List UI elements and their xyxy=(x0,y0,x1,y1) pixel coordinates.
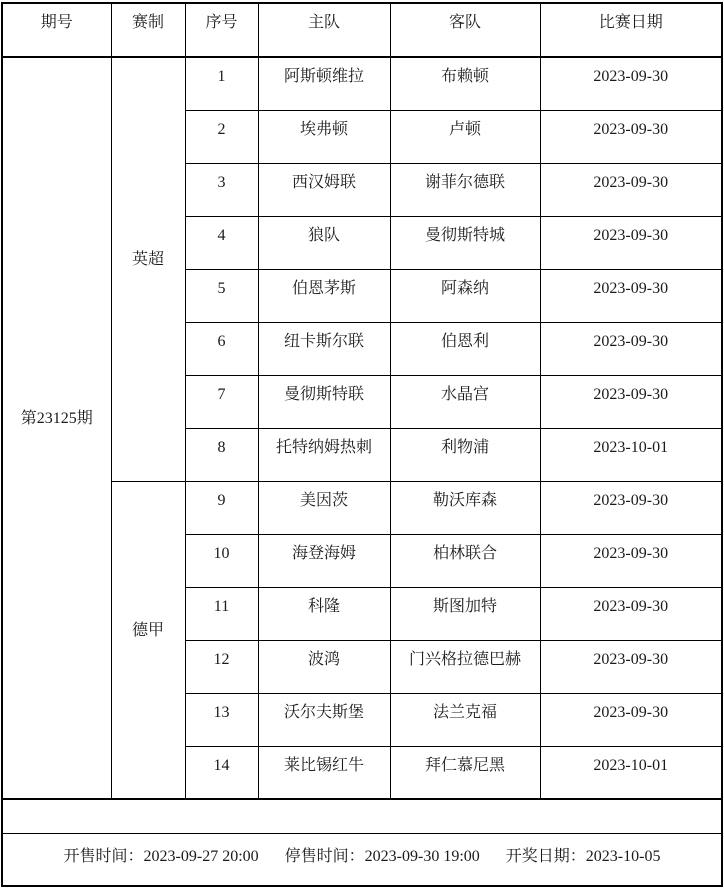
home-team-cell: 波鸿 xyxy=(258,640,390,693)
seq-cell: 4 xyxy=(185,216,258,269)
date-cell: 2023-09-30 xyxy=(540,163,722,216)
col-header-away-team: 客队 xyxy=(390,3,540,57)
league-label: 英超 xyxy=(131,251,164,269)
home-team-cell: 海登海姆 xyxy=(258,534,390,587)
home-team-cell: 狼队 xyxy=(258,216,390,269)
date-cell: 2023-10-01 xyxy=(540,428,722,481)
seq-cell: 1 xyxy=(185,57,258,110)
home-team-cell: 埃弗顿 xyxy=(258,110,390,163)
seq-cell: 5 xyxy=(185,269,258,322)
seq-cell: 2 xyxy=(185,110,258,163)
spacer-cell xyxy=(2,799,722,833)
home-team-cell: 美因茨 xyxy=(258,481,390,534)
period-cell xyxy=(2,57,111,799)
seq-cell: 10 xyxy=(185,534,258,587)
sale-info-cell xyxy=(2,833,722,886)
spacer-row xyxy=(2,799,722,833)
date-cell: 2023-09-30 xyxy=(540,375,722,428)
draw-date xyxy=(506,847,661,867)
sale-end-label: 停售时间： xyxy=(284,847,365,865)
seq-cell: 13 xyxy=(185,693,258,746)
draw-date-value: 2023-10-05 xyxy=(585,847,661,865)
date-cell: 2023-09-30 xyxy=(540,57,722,110)
date-cell: 2023-09-30 xyxy=(540,693,722,746)
seq-cell: 3 xyxy=(185,163,258,216)
date-cell: 2023-09-30 xyxy=(540,481,722,534)
away-team-cell: 门兴格拉德巴赫 xyxy=(390,640,540,693)
home-team-cell: 科隆 xyxy=(258,587,390,640)
home-team-cell: 莱比锡红牛 xyxy=(258,746,390,799)
home-team-cell: 沃尔夫斯堡 xyxy=(258,693,390,746)
seq-cell: 8 xyxy=(185,428,258,481)
match-schedule-table xyxy=(1,2,723,887)
seq-cell: 9 xyxy=(185,481,258,534)
date-cell: 2023-09-30 xyxy=(540,322,722,375)
home-team-cell: 阿斯顿维拉 xyxy=(258,57,390,110)
away-team-cell: 勒沃库森 xyxy=(390,481,540,534)
away-team-cell: 阿森纳 xyxy=(390,269,540,322)
away-team-cell: 柏林联合 xyxy=(390,534,540,587)
home-team-cell: 纽卡斯尔联 xyxy=(258,322,390,375)
col-header-seq: 序号 xyxy=(185,3,258,57)
away-team-cell: 伯恩利 xyxy=(390,322,540,375)
sale-info xyxy=(3,834,721,867)
away-team-cell: 卢顿 xyxy=(390,110,540,163)
col-header-league: 赛制 xyxy=(111,3,185,57)
date-cell: 2023-09-30 xyxy=(540,216,722,269)
date-cell: 2023-09-30 xyxy=(540,534,722,587)
home-team-cell: 曼彻斯特联 xyxy=(258,375,390,428)
away-team-cell: 曼彻斯特城 xyxy=(390,216,540,269)
col-header-home-team: 主队 xyxy=(258,3,390,57)
away-team-cell: 谢菲尔德联 xyxy=(390,163,540,216)
home-team-cell: 西汉姆联 xyxy=(258,163,390,216)
away-team-cell: 利物浦 xyxy=(390,428,540,481)
away-team-cell: 斯图加特 xyxy=(390,587,540,640)
away-team-cell: 拜仁慕尼黑 xyxy=(390,746,540,799)
seq-cell: 12 xyxy=(185,640,258,693)
home-team-cell: 托特纳姆热刺 xyxy=(258,428,390,481)
sale-start-label: 开售时间： xyxy=(63,847,144,865)
col-header-match-date: 比赛日期 xyxy=(540,3,722,57)
date-cell: 2023-09-30 xyxy=(540,587,722,640)
sale-start-time xyxy=(64,847,259,867)
seq-cell: 14 xyxy=(185,746,258,799)
away-team-cell: 水晶宫 xyxy=(390,375,540,428)
sale-end-value: 2023-09-30 19:00 xyxy=(364,847,480,865)
col-header-period: 期号 xyxy=(2,3,111,57)
date-cell: 2023-09-30 xyxy=(540,110,722,163)
match-row xyxy=(2,57,722,110)
seq-cell: 6 xyxy=(185,322,258,375)
date-cell: 2023-09-30 xyxy=(540,640,722,693)
header-row xyxy=(2,3,722,57)
away-team-cell: 法兰克福 xyxy=(390,693,540,746)
period-label: 第23125期 xyxy=(20,410,93,427)
seq-cell: 11 xyxy=(185,587,258,640)
draw-date-label: 开奖日期： xyxy=(505,847,586,865)
league-cell xyxy=(111,57,185,481)
league-cell xyxy=(111,481,185,799)
away-team-cell: 布赖顿 xyxy=(390,57,540,110)
league-label: 德甲 xyxy=(131,621,164,639)
date-cell: 2023-10-01 xyxy=(540,746,722,799)
sale-end-time xyxy=(285,847,480,867)
footer-row xyxy=(2,833,722,886)
sale-start-value: 2023-09-27 20:00 xyxy=(143,847,259,865)
date-cell: 2023-09-30 xyxy=(540,269,722,322)
home-team-cell: 伯恩茅斯 xyxy=(258,269,390,322)
seq-cell: 7 xyxy=(185,375,258,428)
